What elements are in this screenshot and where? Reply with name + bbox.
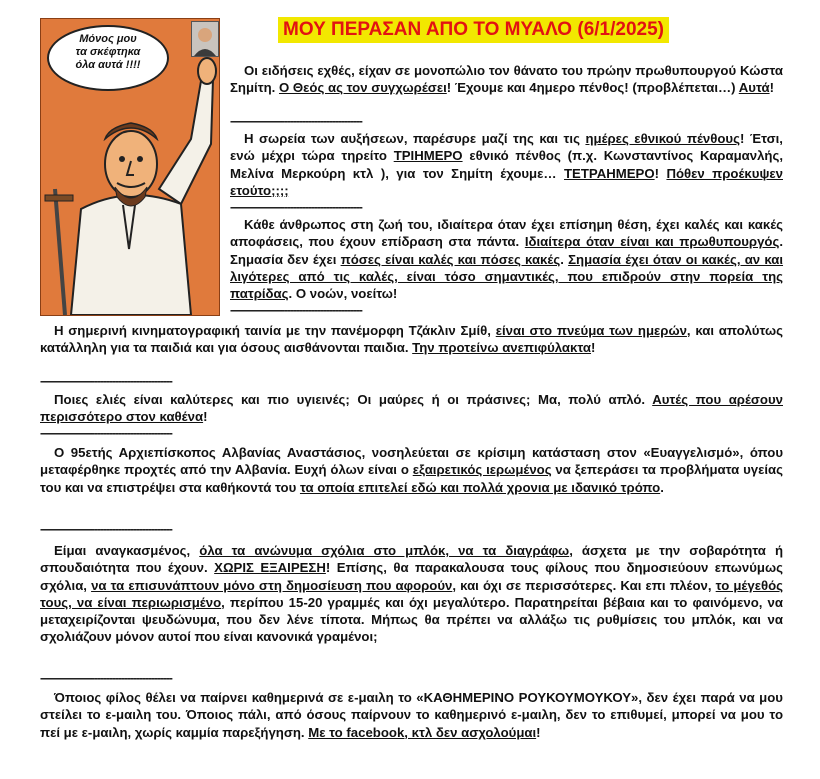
text-segment: Είμαι αναγκασμένος, [54,543,200,558]
text-segment: να ξεπεράσει τα προβλήματα υγείας του και να επιστρέψει στα καθήκοντά του [40,462,784,495]
separator-4: -------------------------------------------- [40,374,172,388]
text-segment: Η σημερινή κινηματογραφική ταινία με την πανέμορφη Τζάκλιν Σμίθ, [54,323,496,338]
paragraph-1 [230,62,783,97]
underlined-text: ΤΡΙΗΜΕΡΟ [393,148,463,164]
page-title: ΜΟΥ ΠΕΡΑΣΑΝ ΑΠΟ ΤΟ ΜΥΑΛΟ (6/1/2025) [278,17,669,43]
paragraph-3 [230,216,783,302]
underlined-text: να τα επισυνάπτουν μόνο στη δημοσίευση που αφορούν [91,577,453,593]
separator-7: -------------------------------------------- [40,671,172,685]
speech-bubble [47,25,169,91]
text-segment: Κάθε άνθρωπος στη ζωή του, ιδιαίτερα όταν έχει επίσημη θέση, έχει καλές και κακές αποφάσεις, που έχουν επίδραση στα πάντα. [230,217,783,250]
text-segment: Η σωρεία των αυξήσεων, παρέσυρε μαζί της και τις [244,131,586,146]
text-segment: Όποιος φίλος θέλει να παίρνει καθημερινά σε ε-μαιλη το «ΚΑΘΗΜΕΡΙΝΟ ΡΟΥΚΟΥΜΟΥΚΟΥ», δεν έχει παρά να μου στείλει το ε-μαιλη του. Όποιος πάλι, από όσους παίρνουν το καθημερινό ε-μαιλη, δεν το επιθυμεί, μπορεί να μου το πεί με ε-μαιλη, χωρίς καμμία παρεξήγηση. [40,690,783,740]
underlined-text: ΤΕΤΡΑΗΜΕΡΟ [564,165,655,181]
separator-2: -------------------------------------------- [230,200,362,214]
text-segment: ! [536,724,541,740]
text-segment: ! [654,165,667,181]
text-segment: . Σημασία δεν έχει [230,234,784,267]
text-segment: . Ο νοών, νοείτω! [288,286,398,302]
paragraph-5 [40,391,783,426]
text-segment: ! Έχουμε και 4ημερο πένθος! (προβλέπεται…) [446,80,739,96]
text-segment: . [560,251,569,267]
bubble-line-1: Μόνος μου [79,33,137,45]
text-segment: ! Έτσι, ενώ μέχρι τώρα τηρείτο [230,131,783,164]
bubble-line-2: τα σκέφτηκα [75,46,141,58]
underlined-text: το μέγεθός τους, να είναι περιωρισμένο [40,577,784,610]
underlined-text: Σημασία έχει όταν οι κακές, αν και λιγότερες από τις καλές, είναι τόσο σημαντικές, που επιδρούν στην πορεία της πατρίδας [230,251,784,302]
underlined-text: πόσες είναι καλές και πόσες κακές [340,251,561,267]
underlined-text: Ο Θεός ας τον συγχωρέσει [278,80,447,96]
text-segment: Ο 95ετής Αρχιεπίσκοπος Αλβανίας Αναστάσιος, νοσηλεύεται σε κρίσιμη κατάσταση στον «Ευαγγελισμό», όπου μεταφέρθηκε προχτές από την Αλβανία. Ευχή όλων είναι ο [40,445,783,478]
paragraph-4 [40,322,783,357]
text-segment: . [660,479,664,495]
text-segment: , περίπου 15-20 γραμμές και όχι μεγαλύτερο. Παρατηρείται βέβαια και το φαινόμενο, να μεταχειρίζονται ψευδώνυμα, που δεν λένε τίποτα. Μήπως θα πρέπει να αλλάξω τις ρυθμίσεις του μπλόκ, και να σχολιάζουν μόνον αυτοί που είναι κανονικά γραμένοι; [40,594,783,645]
text-segment: ! [591,340,596,356]
paragraph-2 [230,130,783,199]
underlined-text: ημέρες εθνικού πένθους [585,131,740,146]
paragraph-6 [40,444,783,496]
underlined-text: Την προτείνω ανεπιφύλακτα [412,340,592,356]
underlined-text: ΧΩΡΙΣ ΕΞΑΙΡΕΣΗ [214,560,326,576]
author-photo-image [192,22,218,56]
underlined-text: τα οποία επιτελεί εδώ και πολλά χρονια με ιδανικό τρόπο [299,479,661,495]
text-segment: Ποιες ελιές είναι καλύτερες και πιο υγιεινές; Οι μαύρες ή οι πράσινες; Μα, πολύ απλό. [54,392,653,407]
paragraph-7 [40,542,783,646]
text-segment: , και απολύτως κατάλληλη για τα παιδιά και για όσους αισθάνονται παιδια. [40,323,784,356]
underlined-text: όλα τα ανώνυμα σχόλια στο μπλόκ, να τα διαγράφω [199,543,570,558]
cartoon-illustration [40,18,220,316]
separator-6: -------------------------------------------- [40,522,172,536]
underlined-text: Αυτές που αρέσουν περισσότερο στον καθένα [40,392,783,425]
author-photo [191,21,219,57]
text-segment: εθνικό πένθος (π.χ. Κωνσταντίνος Καραμανλής, Μελίνα Μερκούρη κτλ ), για τον Σημίτη έχουμε… [230,148,783,181]
text-segment: , και όχι σε περισσότερες. Και επι πλέον, [452,577,716,593]
underlined-text: Ιδιαίτερα όταν είναι και πρωθυπουργός [524,234,780,250]
underlined-text: εξαιρετικός ιερωμένος [412,462,552,478]
separator-1: -------------------------------------------- [230,114,362,128]
underlined-text: είναι στο πνεύμα των ημερών [495,323,687,338]
separator-3: -------------------------------------------- [230,303,362,317]
text-segment: ! [769,80,774,96]
paragraph-8 [40,689,783,741]
separator-5: -------------------------------------------- [40,426,172,440]
underlined-text: Αυτά [738,80,770,96]
underlined-text: Πόθεν προέκυψεν ετούτο;;;; [230,165,783,198]
bubble-line-3: όλα αυτά !!!! [75,59,141,71]
text-segment: ! Επίσης, θα παρακαλουσα τους φίλους που δημοσιεύουν επωνύμως σχόλια, [40,560,784,593]
text-segment: , άσχετα με την σοβαρότητα ή σπουδαιότητα που έχουν. [40,543,784,576]
text-segment: ! [203,409,208,425]
text-segment: Οι ειδήσεις εχθές, είχαν σε μονοπώλιο τον θάνατο του πρώην πρωθυπουργού Κώστα Σημίτη. [230,63,783,96]
underlined-text: Με το facebook, κτλ δεν ασχολούμαι [308,724,537,740]
